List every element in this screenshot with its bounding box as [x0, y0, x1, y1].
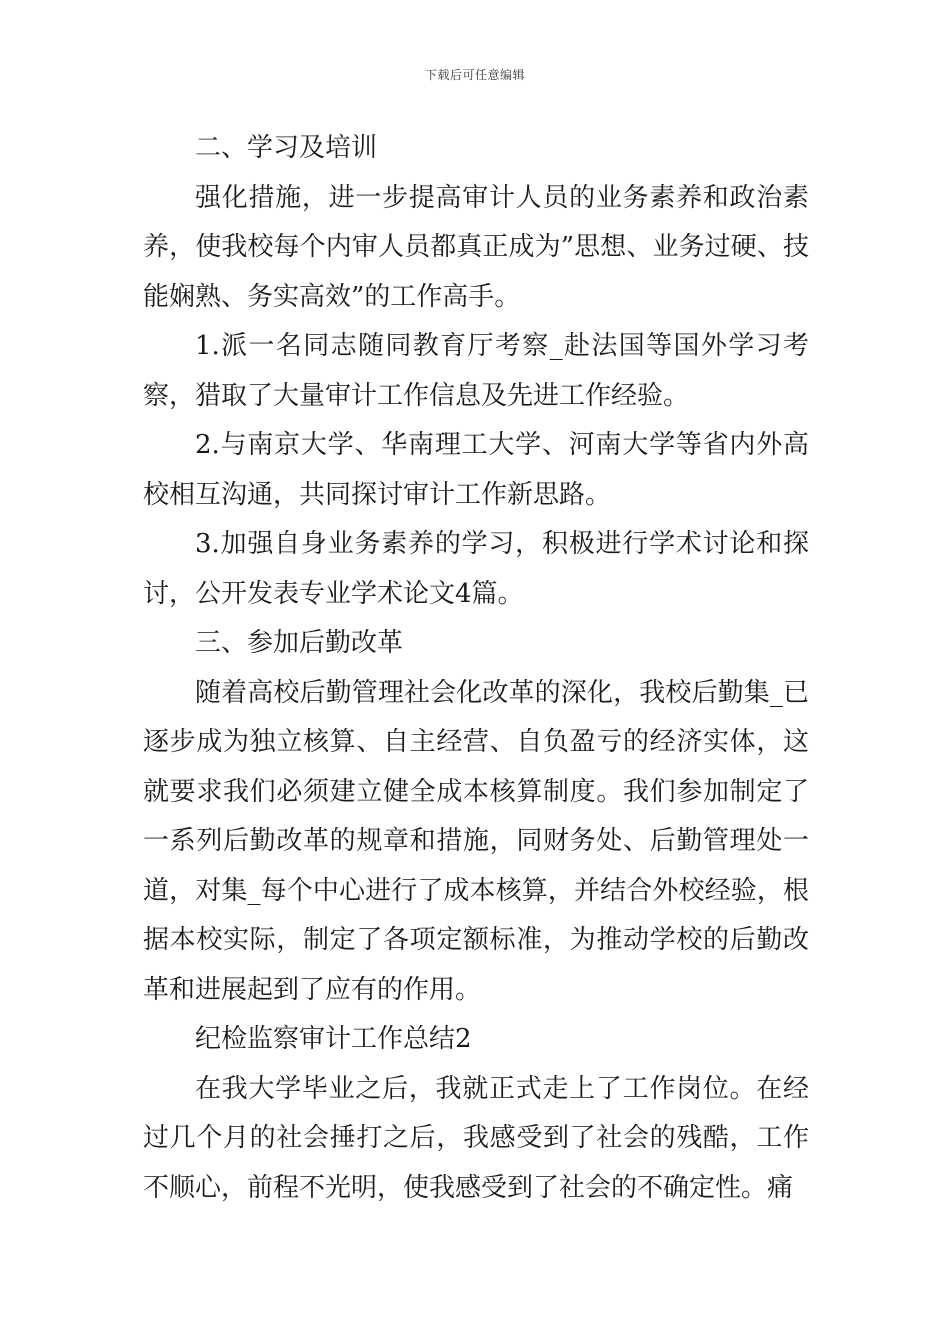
list-item: 1.派一名同志随同教育厅考察_赴法国等国外学习考察，猎取了大量审计工作信息及先进工作经验。	[143, 331, 809, 411]
document-body	[143, 124, 809, 1213]
paragraph: 随着高校后勤管理社会化改革的深化，我校后勤集_已逐步成为独立核算、自主经营、自负盈亏的经济实体，这就要求我们必须建立健全成本核算制度。我们参加制定了一系列后勤改革的规章和措施，同财务处、后勤管理处一道，对集_每个中心进行了成本核算，并结合外校经验，根据本校实际，制定了各项定额标准，为推动学校的后勤改革和进展起到了应有的作用。	[143, 677, 809, 1005]
section-heading-study-training: 二、学习及培训	[195, 133, 378, 163]
summary-title: 纪检监察审计工作总结2	[195, 1024, 472, 1054]
list-item: 2.与南京大学、华南理工大学、河南大学等省内外高校相互沟通，共同探讨审计工作新思路。	[143, 430, 809, 510]
section-heading-logistics-reform: 三、参加后勤改革	[195, 628, 404, 658]
page-header-note: 下载后可任意编辑	[424, 68, 525, 82]
paragraph: 强化措施，进一步提高审计人员的业务素养和政治素养，使我校每个内审人员都真正成为”思想、业务过硬、技能娴熟、务实高效”的工作高手。	[143, 182, 809, 312]
list-item: 3.加强自身业务素养的学习，积极进行学术讨论和探讨，公开发表专业学术论文4篇。	[143, 529, 809, 609]
paragraph: 在我大学毕业之后，我就正式走上了工作岗位。在经过几个月的社会捶打之后，我感受到了社会的残酷，工作不顺心，前程不光明，使我感受到了社会的不确定性。痛	[143, 1073, 809, 1203]
